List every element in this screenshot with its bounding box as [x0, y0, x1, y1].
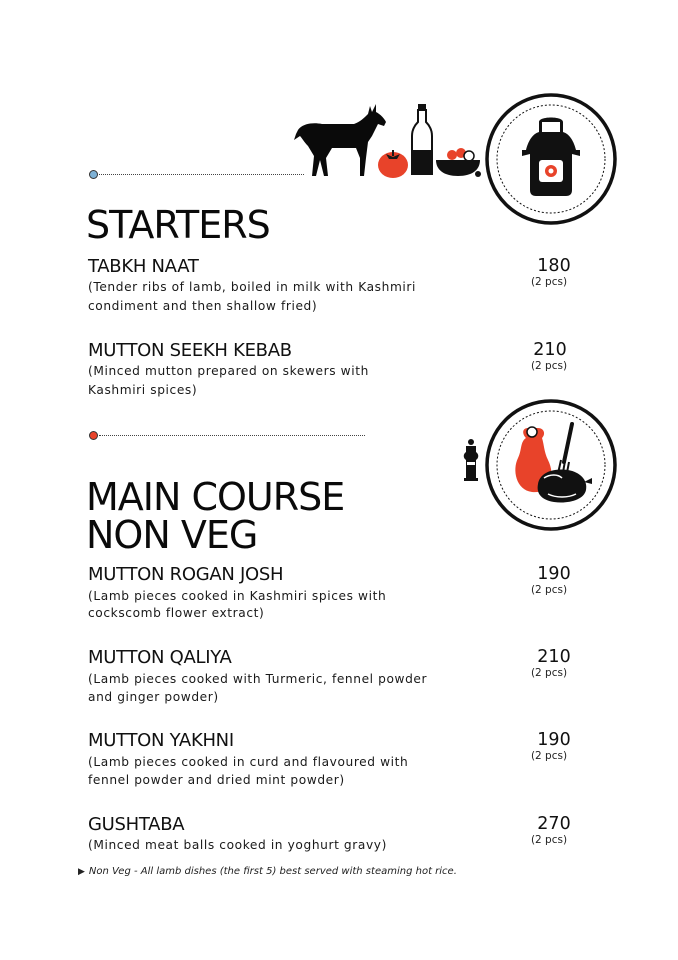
section-title-line: NON VEG — [86, 513, 258, 557]
dish-price: 270 — [537, 814, 571, 834]
dish-quantity: (2 pcs) — [530, 584, 568, 596]
dish-description: (Lamb pieces cooked in curd and flavoured with — [88, 755, 409, 769]
dish-description: (Minced meat balls cooked in yoghurt gravy) — [88, 838, 387, 852]
triangle-bullet-icon: ▶ — [78, 867, 85, 877]
dish-description: condiment and then shallow fried) — [88, 299, 318, 313]
section-title-main-course — [86, 475, 345, 557]
dish-price: 210 — [537, 647, 571, 667]
dish-name: MUTTON QALIYA — [88, 647, 232, 668]
dish-price: 210 — [533, 340, 567, 360]
divider-line-top — [99, 174, 304, 175]
footnote-text: Non Veg - All lamb dishes (the first 5) best served with steaming hot rice. — [88, 866, 457, 877]
dish-description: (Lamb pieces cooked in Kashmiri spices with — [88, 589, 387, 603]
dish-description: (Lamb pieces cooked with Turmeric, fennel powder — [88, 672, 428, 686]
section-title-starters: STARTERS — [86, 203, 270, 247]
dish-description: (Minced mutton prepared on skewers with — [88, 364, 369, 378]
dish-name: TABKH NAAT — [88, 256, 199, 277]
dish-description: cockscomb flower extract) — [88, 606, 265, 620]
dish-price: 180 — [537, 256, 571, 276]
dish-quantity: (2 pcs) — [530, 360, 568, 372]
dish-quantity: (2 pcs) — [530, 834, 568, 846]
dish-name: MUTTON SEEKH KEBAB — [88, 340, 292, 361]
dish-quantity: (2 pcs) — [530, 667, 568, 679]
divider-line-middle — [99, 435, 365, 436]
dish-price: 190 — [537, 564, 571, 584]
dish-description: and ginger powder) — [88, 690, 219, 704]
divider-dot-red — [89, 431, 98, 440]
divider-dot-blue — [89, 170, 98, 179]
dish-name: GUSHTABA — [88, 814, 185, 835]
dish-name: MUTTON YAKHNI — [88, 730, 234, 751]
dish-description: fennel powder and dried mint powder) — [88, 773, 345, 787]
bottle-icon — [408, 102, 436, 178]
dish-name: MUTTON ROGAN JOSH — [88, 564, 284, 585]
dish-quantity: (2 pcs) — [530, 750, 568, 762]
bowl-icon — [434, 146, 486, 180]
section-title-line: MAIN COURSE — [86, 475, 345, 519]
tomato-icon — [376, 146, 410, 180]
dish-price: 190 — [537, 730, 571, 750]
dish-description: (Tender ribs of lamb, boiled in milk with Kashmiri — [88, 280, 416, 294]
dish-quantity: (2 pcs) — [530, 276, 568, 288]
chicken-plate-icon — [484, 398, 618, 532]
dish-description: Kashmiri spices) — [88, 383, 198, 397]
apron-plate-icon — [484, 92, 618, 226]
pepper-mill-icon — [460, 438, 482, 482]
footnote — [78, 866, 457, 877]
